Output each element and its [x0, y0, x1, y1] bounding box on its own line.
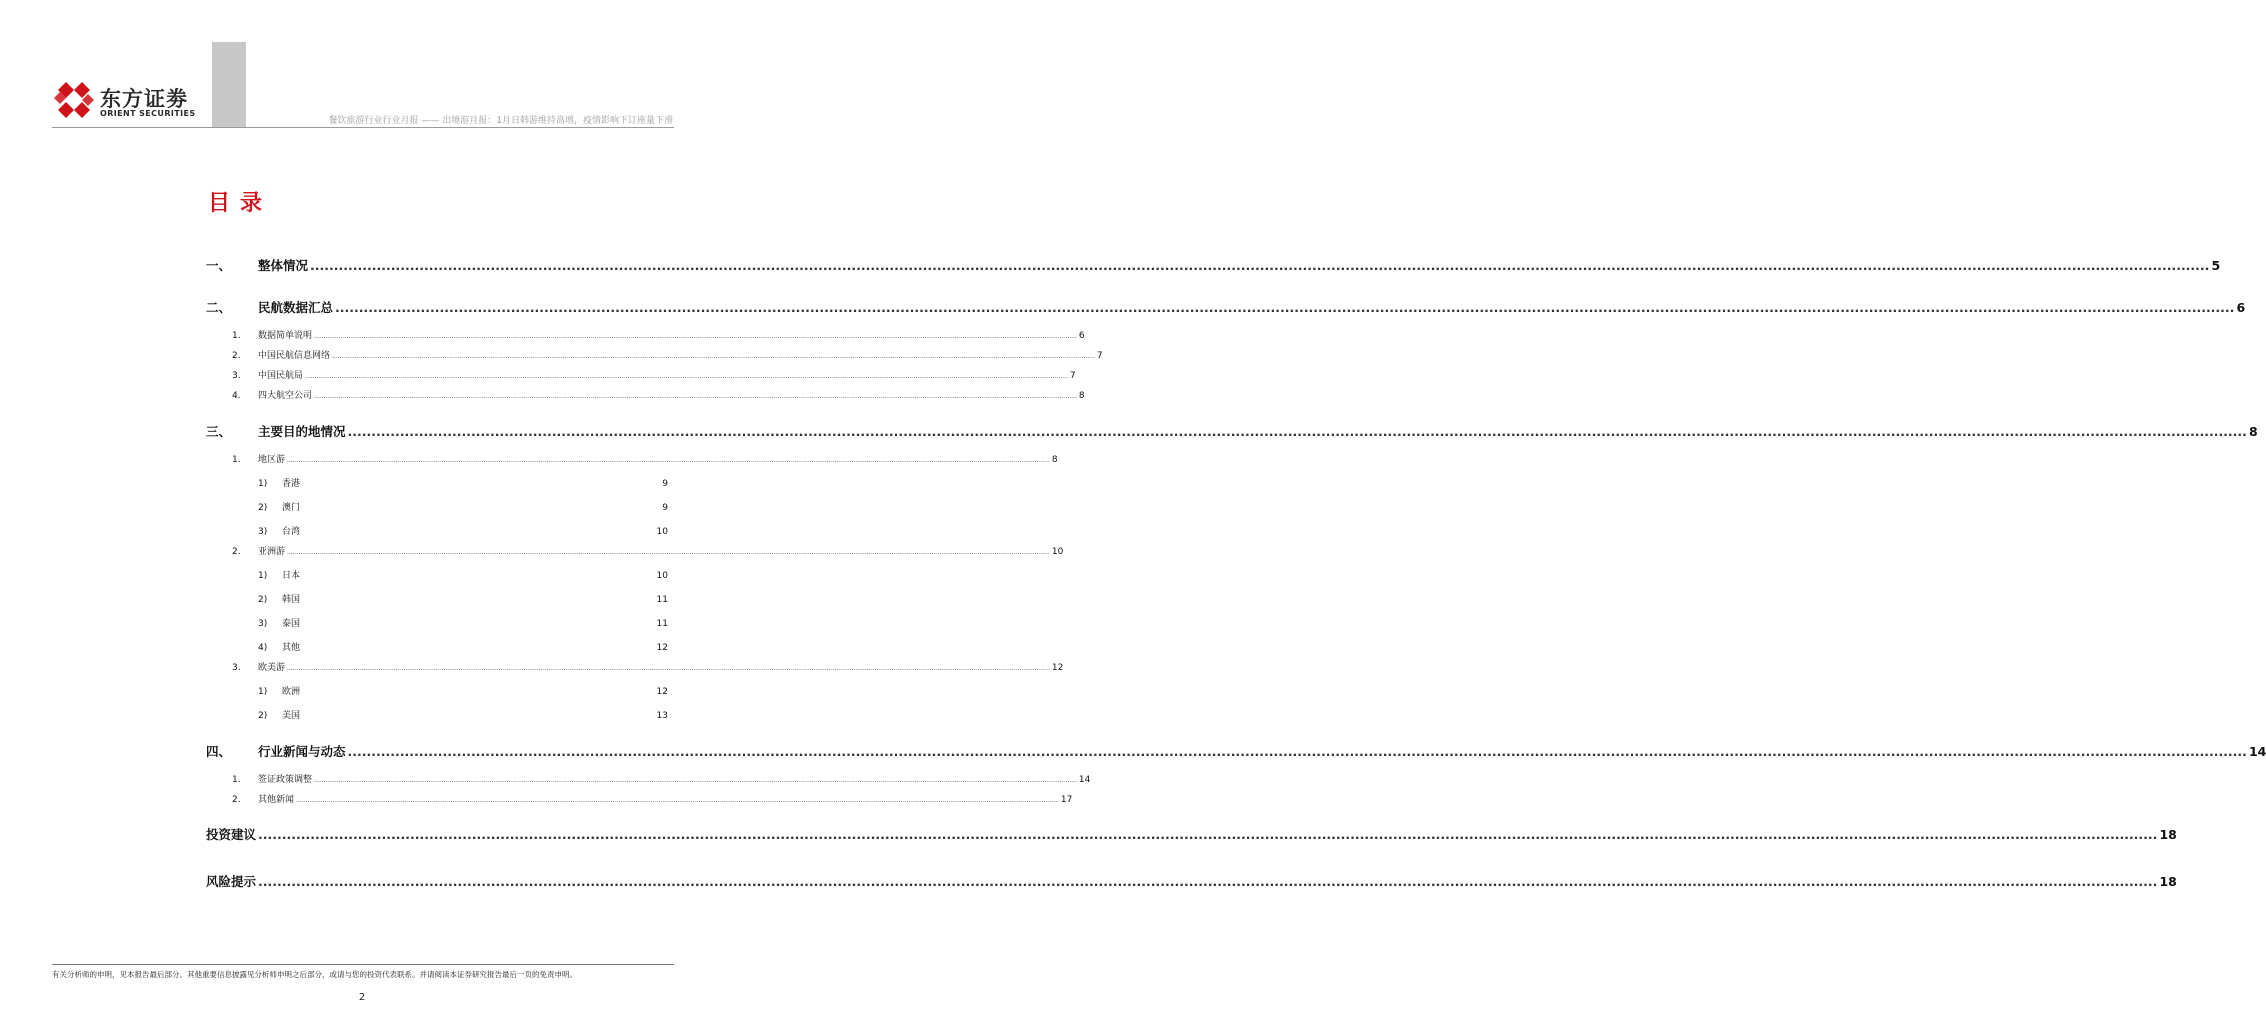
toc-leader-dots: ................................................................................................................................................................................................................................................................................................................................................................................................................ — [305, 373, 1068, 380]
toc-entry-number: 1. — [232, 775, 241, 785]
toc-entry-page: 18 — [2159, 827, 2177, 842]
toc-leader-dots: ................................................................................................................................................................................................................................................................................................................................................................................................................ — [287, 549, 1050, 556]
toc-leader-dots: ................................................................................................................................................................................................................................................................................................................................................................................................................ — [347, 424, 2247, 439]
toc-entry[interactable] — [206, 348, 1103, 361]
toc-entry-number: 三、 — [206, 424, 232, 439]
toc-entry-page: 9 — [662, 503, 668, 513]
toc-heading: 目录 — [208, 191, 273, 216]
toc-entry-number: 2. — [232, 547, 241, 557]
toc-leader-dots: ................................................................................................................................................................................................................................................................................................................................................................................................................ — [287, 665, 1050, 672]
toc-entry-page: 8 — [1051, 455, 1058, 465]
toc-entry-label: 四大航空公司 — [258, 391, 313, 401]
toc-entry-label: 日本 — [282, 571, 301, 581]
toc-entry-page: 5 — [2211, 258, 2221, 273]
toc-entry-number: 一、 — [206, 258, 232, 273]
toc-entry-label: 整体情况 — [258, 258, 309, 273]
toc-entry-number: 1. — [232, 331, 241, 341]
toc-entry-page: 7 — [1096, 351, 1103, 361]
toc-entry-label: 数据简单说明 — [258, 331, 313, 341]
toc-entry[interactable] — [206, 825, 2177, 843]
toc-entry-label: 其他新闻 — [258, 795, 295, 805]
brand-name-cn: 东方证劵 — [100, 87, 188, 111]
toc-entry-label: 投资建议 — [206, 827, 257, 842]
toc-entry-label: 签证政策调整 — [258, 775, 313, 785]
toc-leader-dots: ................................................................................................................................................................................................................................................................................................................................................................................................................ — [314, 393, 1077, 400]
orient-securities-logo — [52, 80, 212, 120]
toc-entry[interactable] — [206, 684, 668, 697]
toc-entry-page: 10 — [656, 571, 668, 581]
toc-entry-number: 1) — [258, 479, 268, 489]
footer-divider — [52, 964, 674, 965]
toc-entry-label: 风险提示 — [206, 874, 257, 889]
toc-entry-number: 1) — [258, 687, 268, 697]
toc-entry[interactable] — [206, 742, 2266, 760]
toc-entry-label: 行业新闻与动态 — [258, 744, 346, 759]
toc-entry-page: 9 — [662, 479, 668, 489]
toc-entry-label: 其他 — [282, 643, 301, 653]
toc-entry[interactable] — [206, 792, 1073, 805]
toc-leader-dots: ................................................................................................................................................................................................................................................................................................................................................................................................................ — [347, 744, 2247, 759]
toc-entry-label: 地区游 — [258, 455, 286, 465]
toc-leader-dots: ................................................................................................................................................................................................................................................................................................................................................................................................................ — [296, 797, 1059, 804]
toc-entry[interactable] — [206, 708, 668, 721]
toc-entry-page: 6 — [2236, 300, 2246, 315]
toc-entry-page: 6 — [1078, 331, 1085, 341]
toc-entry[interactable] — [206, 568, 668, 581]
toc-entry-page: 17 — [1060, 795, 1073, 805]
toc-leader-dots: ................................................................................................................................................................................................................................................................................................................................................................................................................ — [310, 258, 2210, 273]
toc-entry[interactable] — [206, 422, 2258, 440]
toc-entry[interactable] — [206, 772, 1091, 785]
toc-entry-label: 韩国 — [282, 595, 301, 605]
toc-entry-number: 2) — [258, 595, 268, 605]
toc-entry-number: 2. — [232, 795, 241, 805]
brand-name-en: ORIENT SECURITIES — [100, 109, 196, 118]
report-title: 餐饮旅游行业行业月报 —— 出境游月报：1月日韩游维持高增，疫情影响下订座量下滑 — [328, 116, 673, 126]
header-decoration-bar — [212, 42, 246, 128]
toc-entry[interactable] — [206, 298, 2246, 316]
logo-mark-icon — [52, 80, 96, 120]
toc-entry-number: 4) — [258, 643, 268, 653]
toc-leader-dots: ................................................................................................................................................................................................................................................................................................................................................................................................................ — [258, 874, 2158, 889]
toc-entry-number: 2) — [258, 503, 268, 513]
toc-entry-label: 台湾 — [282, 527, 301, 537]
toc-entry-label: 欧美游 — [258, 663, 286, 673]
toc-entry-label: 欧洲 — [282, 687, 301, 697]
toc-entry-page: 12 — [1051, 663, 1064, 673]
page-number: 2 — [358, 992, 366, 1003]
toc-entry-number: 4. — [232, 391, 241, 401]
toc-entry-label: 美国 — [282, 711, 301, 721]
toc-entry-page: 10 — [656, 527, 668, 537]
toc-entry[interactable] — [206, 544, 1064, 557]
header-divider — [52, 127, 674, 128]
toc-entry-number: 3) — [258, 527, 268, 537]
toc-entry[interactable] — [206, 388, 1085, 401]
toc-entry[interactable] — [206, 592, 668, 605]
toc-entry-number: 2) — [258, 711, 268, 721]
toc-entry-label: 中国民航局 — [258, 371, 304, 381]
toc-entry[interactable] — [206, 328, 1085, 341]
toc-entry-label: 主要目的地情况 — [258, 424, 346, 439]
toc-entry-label: 亚洲游 — [258, 547, 286, 557]
toc-entry-page: 12 — [656, 687, 668, 697]
toc-entry-page: 18 — [2159, 874, 2177, 889]
toc-leader-dots: ................................................................................................................................................................................................................................................................................................................................................................................................................ — [314, 333, 1077, 340]
toc-entry[interactable] — [206, 660, 1064, 673]
toc-entry-number: 3) — [258, 619, 268, 629]
toc-entry[interactable] — [206, 872, 2177, 890]
toc-entry-page: 7 — [1069, 371, 1076, 381]
toc-entry-number: 二、 — [206, 300, 232, 315]
toc-entry-page: 8 — [2248, 424, 2258, 439]
toc-entry-number: 四、 — [206, 744, 232, 759]
toc-entry-label: 中国民航信息网络 — [258, 351, 331, 361]
toc-entry-page: 13 — [656, 711, 668, 721]
toc-leader-dots: ................................................................................................................................................................................................................................................................................................................................................................................................................ — [332, 353, 1095, 360]
toc-entry[interactable] — [206, 500, 668, 513]
toc-entry-page: 8 — [1078, 391, 1085, 401]
toc-entry-page: 11 — [656, 595, 668, 605]
toc-entry[interactable] — [206, 616, 668, 629]
toc-entry[interactable] — [206, 476, 668, 489]
toc-entry-label: 香港 — [282, 479, 301, 489]
toc-entry-label: 泰国 — [282, 619, 301, 629]
toc-leader-dots: ................................................................................................................................................................................................................................................................................................................................................................................................................ — [314, 777, 1077, 784]
toc-entry-page: 10 — [1051, 547, 1064, 557]
toc-entry[interactable] — [206, 524, 668, 537]
toc-entry-page: 12 — [656, 643, 668, 653]
toc-leader-dots: ................................................................................................................................................................................................................................................................................................................................................................................................................ — [258, 827, 2158, 842]
toc-entry-label: 澳门 — [282, 503, 301, 513]
toc-leader-dots: ................................................................................................................................................................................................................................................................................................................................................................................................................ — [335, 300, 2235, 315]
footer-disclaimer: 有关分析师的申明，见本报告最后部分。其他重要信息披露见分析师申明之后部分，或请与您的投资代表联系。并请阅读本证券研究报告最后一页的免责申明。 — [52, 970, 577, 979]
toc-entry-page: 11 — [656, 619, 668, 629]
toc-entry[interactable] — [206, 256, 2221, 274]
toc-entry-label: 民航数据汇总 — [258, 300, 334, 315]
toc-entry-number: 3. — [232, 663, 241, 673]
toc-entry[interactable] — [206, 640, 668, 653]
toc-leader-dots: ................................................................................................................................................................................................................................................................................................................................................................................................................ — [287, 457, 1050, 464]
toc-entry-number: 1. — [232, 455, 241, 465]
toc-entry-page: 14 — [2248, 744, 2266, 759]
toc-entry[interactable] — [206, 452, 1058, 465]
toc-entry-number: 1) — [258, 571, 268, 581]
toc-entry-number: 2. — [232, 351, 241, 361]
toc-entry-page: 14 — [1078, 775, 1091, 785]
toc-entry-number: 3. — [232, 371, 241, 381]
toc-entry[interactable] — [206, 368, 1076, 381]
